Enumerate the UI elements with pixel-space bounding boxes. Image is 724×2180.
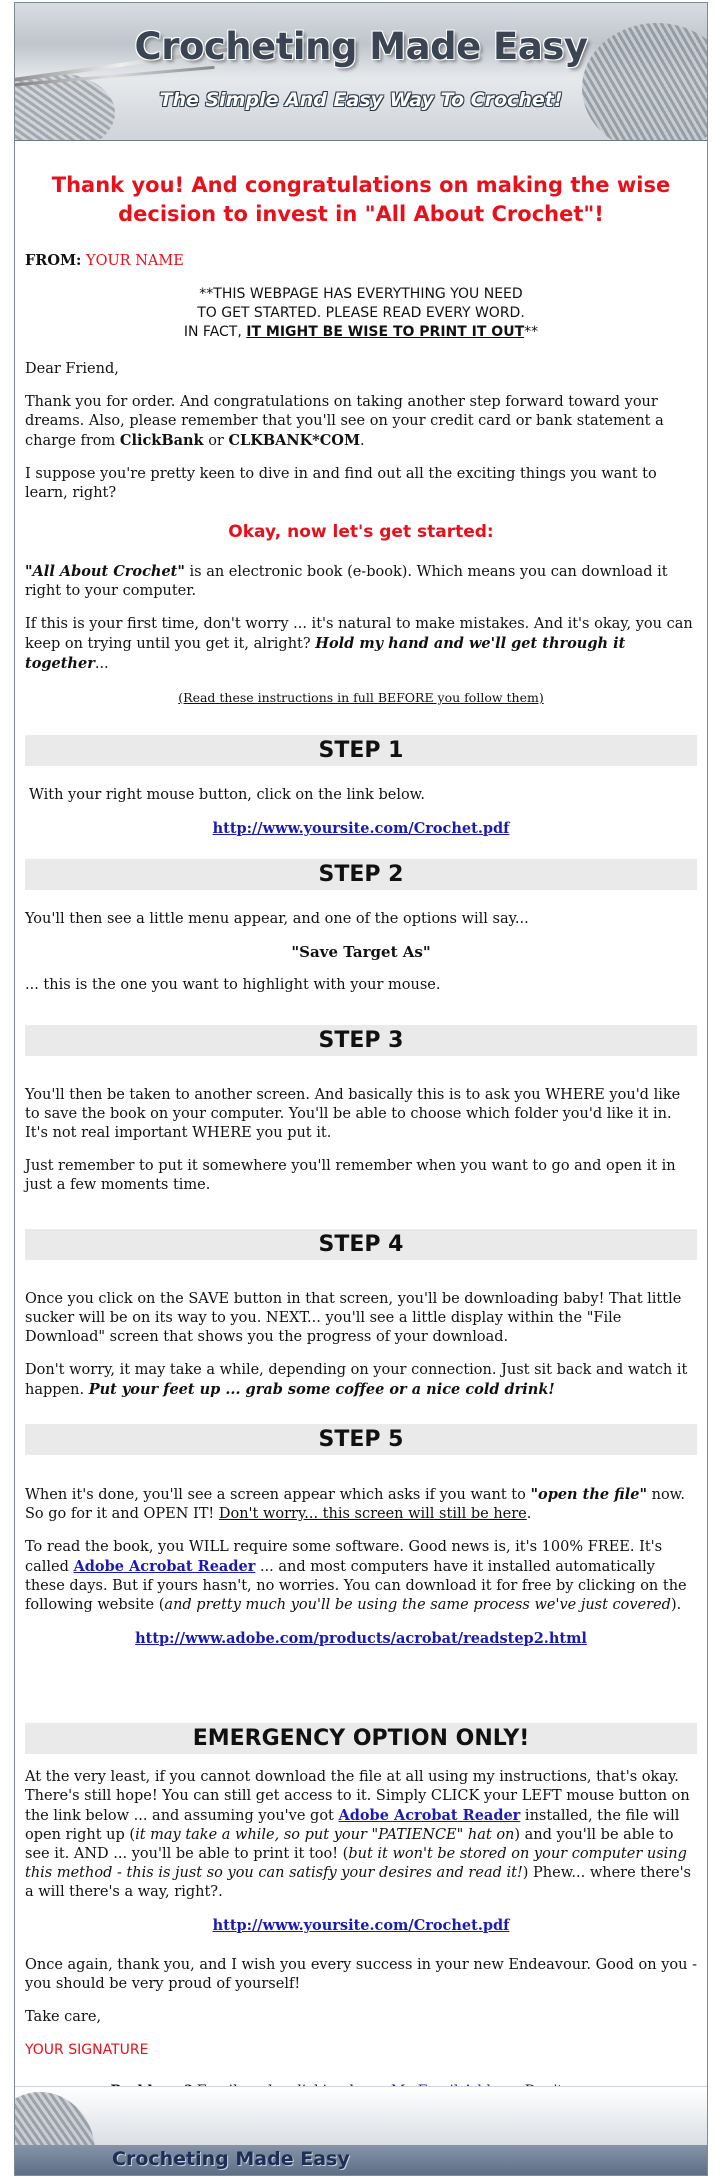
first-time-paragraph bbox=[25, 615, 697, 674]
download-link[interactable]: http://www.yoursite.com/Crochet.pdf bbox=[212, 820, 510, 837]
emergency-paragraph bbox=[25, 1768, 697, 1902]
header-banner bbox=[15, 3, 707, 141]
signature: YOUR SIGNATURE bbox=[25, 2042, 149, 2058]
emergency-text: ) and you'll be able to see it. AND ... you'll be able to print it too! ( bbox=[25, 1827, 674, 1862]
from-label: FROM: bbox=[25, 252, 82, 269]
ebook-paragraph bbox=[25, 562, 697, 601]
step-5-text: . bbox=[526, 1506, 532, 1522]
emergency-text: installed, the file will open right up ( bbox=[25, 1808, 680, 1843]
clickbank-name: ClickBank bbox=[119, 432, 204, 449]
intro-text: Thank you for order. And congratulations on taking another step forward toward your dreams. Also, please remember that you'll see on your credit card or bank statement a charge from bbox=[25, 394, 664, 449]
emergency-italic: it may take a while, so put your "PATIENCE" hat on bbox=[135, 1827, 515, 1843]
step-5-emphasis: "open the file" bbox=[530, 1486, 647, 1503]
print-notice bbox=[25, 285, 697, 342]
step-3-paragraph: Just remember to put it somewhere you'll remember when you want to go and open it in just a few moments time. bbox=[25, 1158, 676, 1193]
first-time-text: ... bbox=[94, 656, 109, 672]
from-name: YOUR NAME bbox=[86, 253, 184, 269]
step-5-text: now. So go for it and OPEN IT! bbox=[25, 1487, 685, 1522]
emergency-link-line bbox=[25, 1916, 697, 1936]
emergency-text: At the very least, if you cannot download the file at all using my instructions, that's okay. There's still hope! You can still get access to it. Simply CLICK your LEFT mouse button on the link below ... and assuming you've got bbox=[25, 1769, 690, 1824]
keen-paragraph: I suppose you're pretty keen to dive in and find out all the exciting things you want to learn, right? bbox=[25, 466, 657, 501]
clkbank-name: CLKBANK*COM bbox=[228, 432, 360, 449]
step-4-heading: STEP 4 bbox=[25, 1229, 697, 1260]
step-4-paragraph: Once you click on the SAVE button in that screen, you'll be downloading baby! That little sucker will be on its way to you. NEXT... you'll see a little display within the "File Download" screen that shows you the progress of your download. bbox=[25, 1291, 682, 1345]
intro-text: or bbox=[203, 433, 229, 449]
take-care: Take care, bbox=[25, 2009, 102, 2025]
step-2-text: You'll then see a little menu appear, and one of the options will say... bbox=[25, 911, 529, 927]
from-line bbox=[25, 251, 697, 271]
step-5-text: When it's done, you'll see a screen appear which asks if you want to bbox=[25, 1487, 531, 1503]
notice-text: ** bbox=[524, 324, 539, 340]
step-5-heading: STEP 5 bbox=[25, 1424, 697, 1455]
start-heading: Okay, now let's get started: bbox=[228, 522, 494, 542]
read-instructions-note: (Read these instructions in full BEFORE you follow them) bbox=[178, 690, 544, 705]
first-time-emphasis: Hold my hand and we'll get through it together bbox=[25, 635, 626, 672]
footer-banner bbox=[15, 2086, 707, 2175]
adobe-link-line bbox=[25, 1629, 697, 1649]
first-time-text: If this is your first time, don't worry ... it's natural to make mistakes. And it's okay, you can keep on trying until you get it, alright? bbox=[25, 616, 693, 652]
notice-emphasis: IT MIGHT BE WISE TO PRINT IT OUT bbox=[246, 324, 525, 340]
adobe-download-link[interactable]: http://www.adobe.com/products/acrobat/readstep2.html bbox=[135, 1630, 587, 1647]
site-title: Crocheting Made Easy bbox=[134, 25, 588, 68]
emergency-text: ) Phew... where there's a will there's a way, right?. bbox=[25, 1865, 691, 1900]
page-headline: Thank you! And congratulations on making the wise decision to invest in "All About Crochet"! bbox=[51, 173, 671, 226]
footer-title: Crocheting Made Easy bbox=[112, 2148, 350, 2170]
step-4-paragraph bbox=[25, 1361, 697, 1400]
step-5-paragraph bbox=[25, 1538, 697, 1615]
step-4-emphasis: Put your feet up ... grab some coffee or a nice cold drink! bbox=[88, 1381, 555, 1398]
step-1-heading: STEP 1 bbox=[25, 735, 697, 766]
step-1-text: With your right mouse button, click on the link below. bbox=[29, 787, 425, 803]
step-4-text: Don't worry, it may take a while, depending on your connection. Just sit back and watch it happen. bbox=[25, 1362, 688, 1398]
save-target-as-option: "Save Target As" bbox=[291, 943, 431, 961]
ebook-text: is an electronic book (e-book). Which means you can download it right to your computer. bbox=[25, 564, 668, 599]
step-5-underlined: Don't worry... this screen will still be here bbox=[218, 1506, 527, 1522]
step-3-paragraph: You'll then be taken to another screen. And basically this is to ask you WHERE you'd like to save the book on your computer. You'll be able to choose which folder you'd like it in. It's not real important WHERE you put it. bbox=[25, 1087, 681, 1141]
step-5-text: ). bbox=[670, 1597, 682, 1613]
intro-paragraph bbox=[25, 393, 697, 451]
step-1-link-line bbox=[25, 819, 697, 839]
acrobat-reader-link[interactable]: Adobe Acrobat Reader bbox=[73, 1558, 256, 1575]
site-tagline: The Simple And Easy Way To Crochet! bbox=[159, 89, 563, 111]
page-frame bbox=[14, 2, 708, 2176]
notice-line: **THIS WEBPAGE HAS EVERYTHING YOU NEED bbox=[199, 286, 523, 302]
step-3-heading: STEP 3 bbox=[25, 1025, 697, 1056]
notice-text: IN FACT, bbox=[183, 324, 247, 340]
acrobat-reader-link[interactable]: Adobe Acrobat Reader bbox=[338, 1807, 521, 1824]
emergency-italic: but it won't be stored on your computer using this method - this is just so you can satisfy your desires and read it! bbox=[25, 1846, 687, 1881]
step-5-paragraph bbox=[25, 1485, 697, 1524]
step-5-text: To read the book, you WILL require some software. Good news is, it's 100% FREE. It's called bbox=[25, 1539, 663, 1575]
emergency-download-link[interactable]: http://www.yoursite.com/Crochet.pdf bbox=[212, 1917, 510, 1934]
step-5-italic: and pretty much you'll be using the same process we've just covered bbox=[164, 1597, 671, 1613]
notice-line bbox=[25, 323, 697, 342]
emergency-heading: EMERGENCY OPTION ONLY! bbox=[25, 1723, 697, 1754]
step-2-heading: STEP 2 bbox=[25, 859, 697, 890]
greeting: Dear Friend, bbox=[25, 361, 119, 377]
intro-text: . bbox=[360, 433, 365, 449]
step-5-text: ... and most computers have it installed automatically these days. But if yours hasn't, no worries. You can download it for free by clicking on the following website ( bbox=[25, 1559, 687, 1613]
ebook-title: "All About Crochet" bbox=[25, 563, 185, 580]
closing-paragraph: Once again, thank you, and I wish you every success in your new Endeavour. Good on you - you should be very proud of yourself! bbox=[25, 1957, 697, 1992]
step-2-after: ... this is the one you want to highlight with your mouse. bbox=[25, 977, 441, 993]
main-content bbox=[15, 171, 707, 2120]
notice-line: TO GET STARTED. PLEASE READ EVERY WORD. bbox=[197, 305, 525, 321]
